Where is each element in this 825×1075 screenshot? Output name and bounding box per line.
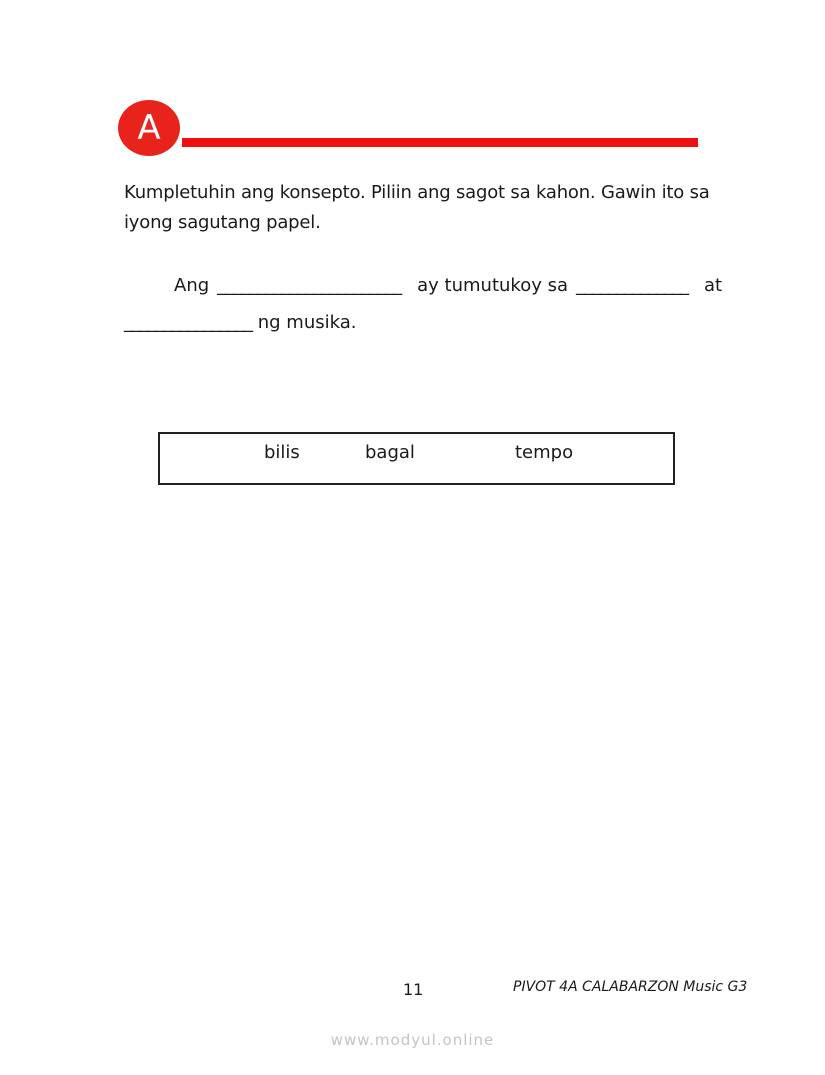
exercise-sentence-line-2 — [124, 312, 356, 333]
watermark: www.modyul.online — [330, 1031, 495, 1049]
exercise-text-ang: Ang — [174, 275, 210, 296]
answer-blank-1: _______________________ — [217, 275, 402, 296]
exercise-text-tumutukoy: ay tumutukoy sa — [417, 275, 569, 296]
footer-title: PIVOT 4A CALABARZON Music G3 — [513, 979, 748, 995]
choice-word: bagal — [365, 442, 415, 463]
page-number: 11 — [403, 980, 424, 999]
answer-blank-2: ______________ — [576, 275, 689, 296]
choice-word: bilis — [264, 442, 300, 463]
section-divider-bar — [182, 138, 698, 147]
exercise-text-at: at — [704, 275, 723, 296]
word-choice-box — [158, 432, 675, 485]
exercise-text-musika: ng musika. — [257, 312, 357, 333]
exercise-sentence-line-1 — [174, 275, 722, 296]
choice-word: tempo — [515, 442, 574, 463]
section-badge: A — [118, 100, 180, 156]
instruction-text: Kumpletuhin ang konsepto. Piliin ang sagot sa kahon. Gawin ito sa iyong sagutang papel. — [124, 182, 710, 233]
answer-blank-3: ________________ — [124, 312, 252, 333]
